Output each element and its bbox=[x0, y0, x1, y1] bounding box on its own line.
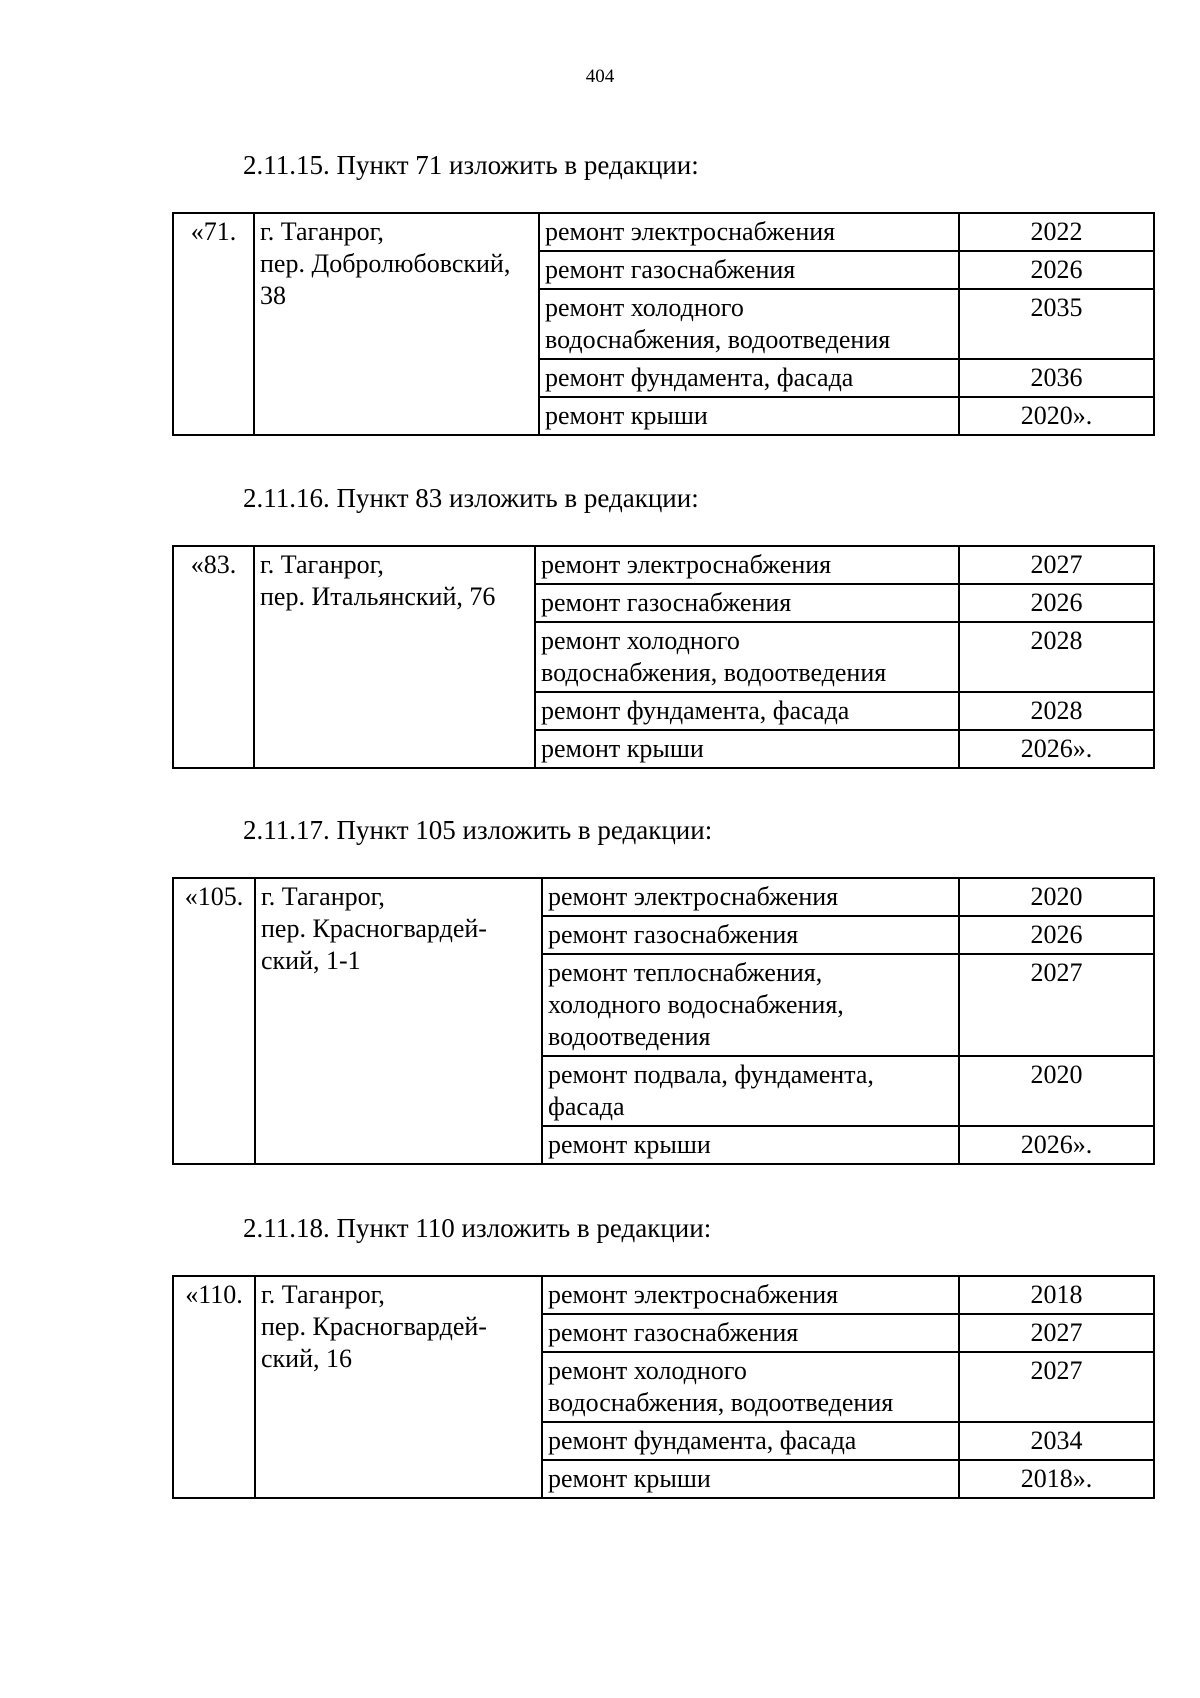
year-cell: 2028 bbox=[959, 692, 1154, 730]
section-heading: 2.11.15. Пункт 71 изложить в редакции: bbox=[243, 150, 699, 180]
entry-table bbox=[172, 877, 1155, 1165]
work-cell: ремонт электроснабжения bbox=[542, 1276, 959, 1314]
year-cell: 2018». bbox=[959, 1460, 1154, 1498]
entry-table bbox=[172, 1275, 1155, 1499]
year-cell: 2020». bbox=[959, 397, 1154, 435]
section-heading: 2.11.17. Пункт 105 изложить в редакции: bbox=[243, 815, 713, 845]
year-cell: 2018 bbox=[959, 1276, 1154, 1314]
work-cell: ремонт газоснабжения bbox=[542, 1314, 959, 1352]
year-cell: 2026 bbox=[959, 584, 1154, 622]
item-number: «83. bbox=[173, 546, 254, 768]
table-row bbox=[173, 213, 1154, 251]
year-cell: 2026 bbox=[959, 251, 1154, 289]
work-cell: ремонт холодного водоснабжения, водоотведения bbox=[535, 622, 959, 692]
year-cell: 2027 bbox=[959, 1352, 1154, 1422]
work-cell: ремонт подвала, фундамента, фасада bbox=[542, 1056, 959, 1126]
year-cell: 2026». bbox=[959, 730, 1154, 768]
work-cell: ремонт крыши bbox=[542, 1126, 959, 1164]
entry-table bbox=[172, 545, 1155, 769]
work-cell: ремонт электроснабжения bbox=[539, 213, 959, 251]
year-cell: 2026 bbox=[959, 916, 1154, 954]
section-heading: 2.11.16. Пункт 83 изложить в редакции: bbox=[243, 483, 699, 513]
year-cell: 2028 bbox=[959, 622, 1154, 692]
address-cell: г. Таганрог, пер. Добролюбовский, 38 bbox=[254, 213, 539, 435]
work-cell: ремонт фундамента, фасада bbox=[535, 692, 959, 730]
year-cell: 2027 bbox=[959, 954, 1154, 1056]
work-cell: ремонт газоснабжения bbox=[542, 916, 959, 954]
work-cell: ремонт электроснабжения bbox=[542, 878, 959, 916]
year-cell: 2022 bbox=[959, 213, 1154, 251]
work-cell: ремонт фундамента, фасада bbox=[539, 359, 959, 397]
address-cell: г. Таганрог, пер. Красногвардей- ский, 16 bbox=[255, 1276, 542, 1498]
table-row bbox=[173, 1276, 1154, 1314]
year-cell: 2027 bbox=[959, 546, 1154, 584]
year-cell: 2026». bbox=[959, 1126, 1154, 1164]
work-cell: ремонт крыши bbox=[542, 1460, 959, 1498]
work-cell: ремонт холодного водоснабжения, водоотведения bbox=[539, 289, 959, 359]
work-cell: ремонт теплоснабжения, холодного водоснабжения, водоотведения bbox=[542, 954, 959, 1056]
table-row bbox=[173, 878, 1154, 916]
work-cell: ремонт газоснабжения bbox=[535, 584, 959, 622]
year-cell: 2036 bbox=[959, 359, 1154, 397]
year-cell: 2020 bbox=[959, 878, 1154, 916]
item-number: «105. bbox=[173, 878, 255, 1164]
work-cell: ремонт холодного водоснабжения, водоотведения bbox=[542, 1352, 959, 1422]
address-cell: г. Таганрог, пер. Красногвардей- ский, 1-1 bbox=[255, 878, 542, 1164]
item-number: «71. bbox=[173, 213, 254, 435]
table-row bbox=[173, 546, 1154, 584]
year-cell: 2020 bbox=[959, 1056, 1154, 1126]
address-cell: г. Таганрог, пер. Итальянский, 76 bbox=[254, 546, 535, 768]
work-cell: ремонт газоснабжения bbox=[539, 251, 959, 289]
section-heading: 2.11.18. Пункт 110 изложить в редакции: bbox=[243, 1213, 712, 1243]
year-cell: 2034 bbox=[959, 1422, 1154, 1460]
year-cell: 2035 bbox=[959, 289, 1154, 359]
work-cell: ремонт электроснабжения bbox=[535, 546, 959, 584]
work-cell: ремонт крыши bbox=[535, 730, 959, 768]
year-cell: 2027 bbox=[959, 1314, 1154, 1352]
work-cell: ремонт крыши bbox=[539, 397, 959, 435]
work-cell: ремонт фундамента, фасада bbox=[542, 1422, 959, 1460]
entry-table bbox=[172, 212, 1155, 436]
page-number: 404 bbox=[585, 66, 615, 87]
item-number: «110. bbox=[173, 1276, 255, 1498]
